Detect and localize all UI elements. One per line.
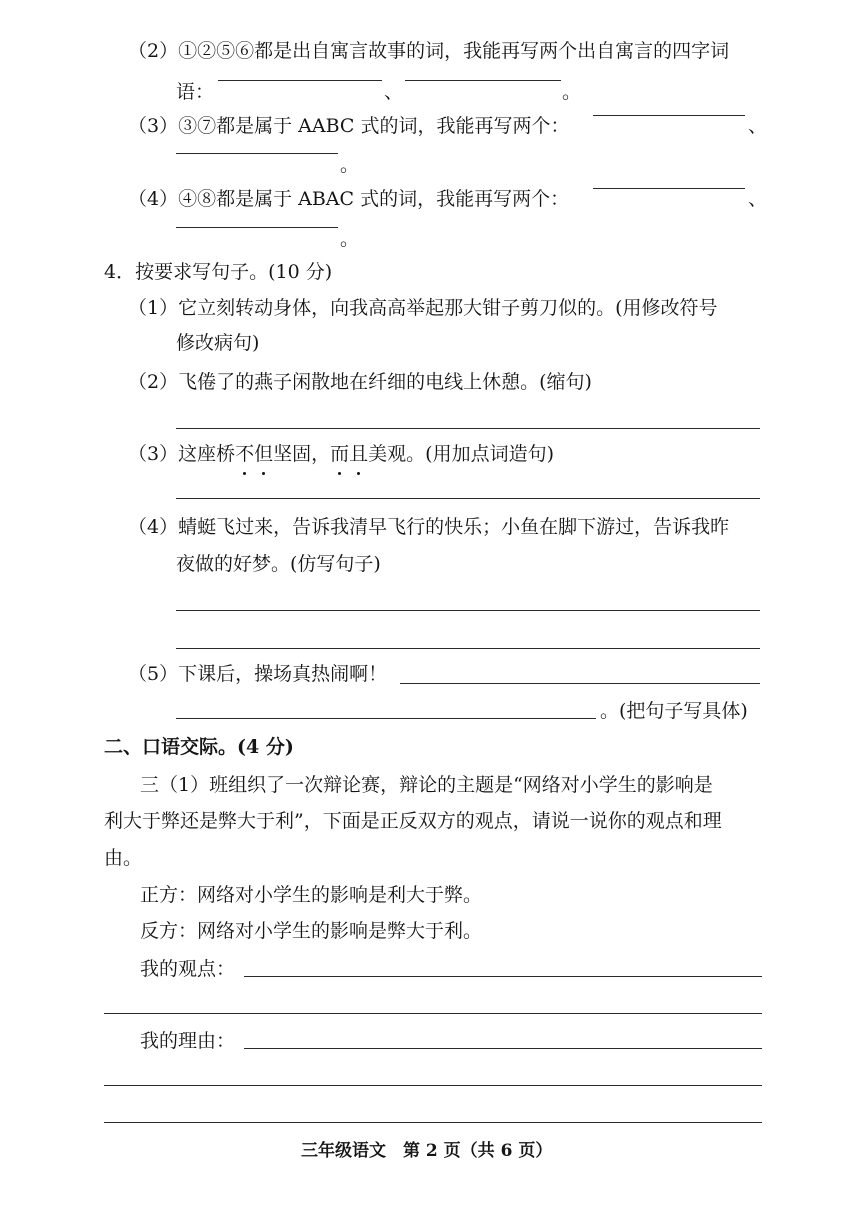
period: 。 xyxy=(562,81,582,103)
separator: 、 xyxy=(748,188,768,210)
answer-blank[interactable] xyxy=(593,188,745,189)
q4-item3: （3）这座桥不但坚固，而且美观。(用加点词造句) xyxy=(128,443,554,465)
q4-item4-cont: 夜做的好梦。(仿写句子) xyxy=(176,553,381,575)
separator: 、 xyxy=(748,115,768,137)
my-reason-label: 我的理由： xyxy=(140,1030,236,1052)
answer-line[interactable] xyxy=(104,1013,762,1014)
emphasis-dot-char: 不 xyxy=(235,443,255,465)
emphasis-dot-char: 但 xyxy=(254,443,274,465)
q4-item5: （5）下课后，操场真热闹啊！ xyxy=(128,663,388,685)
answer-line[interactable] xyxy=(104,1122,762,1123)
section2-heading: 二、口语交际。(4 分) xyxy=(104,736,294,758)
q3-sub2-line2-start: 语： xyxy=(176,81,215,103)
q4-item1-cont: 修改病句) xyxy=(176,332,260,354)
q3-sub4: （4）④⑧都是属于 ABAC 式的词，我能再写两个： xyxy=(128,188,570,210)
answer-line[interactable] xyxy=(176,498,760,499)
q3-sub3: （3）③⑦都是属于 AABC 式的词，我能再写两个： xyxy=(128,115,570,137)
section2-para-line3: 由。 xyxy=(104,847,143,869)
q3-sub2-line1: （2）①②⑤⑥都是出自寓言故事的词，我能再写两个出自寓言的四字词 xyxy=(128,40,730,62)
answer-line[interactable] xyxy=(176,610,760,611)
emphasis-dot-char: 且 xyxy=(349,443,369,465)
answer-line[interactable] xyxy=(176,718,596,719)
period: 。 xyxy=(340,228,360,250)
pro-viewpoint: 正方：网络对小学生的影响是利大于弊。 xyxy=(140,884,483,906)
answer-line[interactable] xyxy=(176,428,760,429)
separator: 、 xyxy=(384,81,404,103)
answer-line[interactable] xyxy=(104,1085,762,1086)
q4-heading: 4．按要求写句子。(10 分) xyxy=(104,261,333,283)
answer-blank[interactable] xyxy=(176,153,338,154)
section2-para-line2: 利大于弊还是弊大于利”，下面是正反双方的观点，请说一说你的观点和理 xyxy=(104,810,722,832)
section2-para-line1: 三（1）班组织了一次辩论赛，辩论的主题是“网络对小学生的影响是 xyxy=(140,774,713,796)
page-footer: 三年级语文 第 2 页（共 6 页） xyxy=(301,1141,553,1161)
q4-item4: （4）蜻蜓飞过来，告诉我清早飞行的快乐；小鱼在脚下游过，告诉我昨 xyxy=(128,516,730,538)
answer-line[interactable] xyxy=(244,1048,762,1049)
answer-line[interactable] xyxy=(176,648,760,649)
answer-line[interactable] xyxy=(400,683,760,684)
emphasis-dot-char: 而 xyxy=(330,443,350,465)
answer-line[interactable] xyxy=(244,976,762,977)
period: 。 xyxy=(340,154,360,176)
con-viewpoint: 反方：网络对小学生的影响是弊大于利。 xyxy=(140,920,483,942)
answer-blank[interactable] xyxy=(593,115,745,116)
q4-item2: （2）飞倦了的燕子闲散地在纤细的电线上休憩。(缩句) xyxy=(128,371,592,393)
q4-item5-end: 。(把句子写具体) xyxy=(600,700,748,722)
q4-item1: （1）它立刻转动身体，向我高高举起那大钳子剪刀似的。(用修改符号 xyxy=(128,297,718,319)
answer-blank[interactable] xyxy=(405,80,561,81)
answer-blank[interactable] xyxy=(218,80,382,81)
my-view-label: 我的观点： xyxy=(140,958,236,980)
answer-blank[interactable] xyxy=(176,227,338,228)
